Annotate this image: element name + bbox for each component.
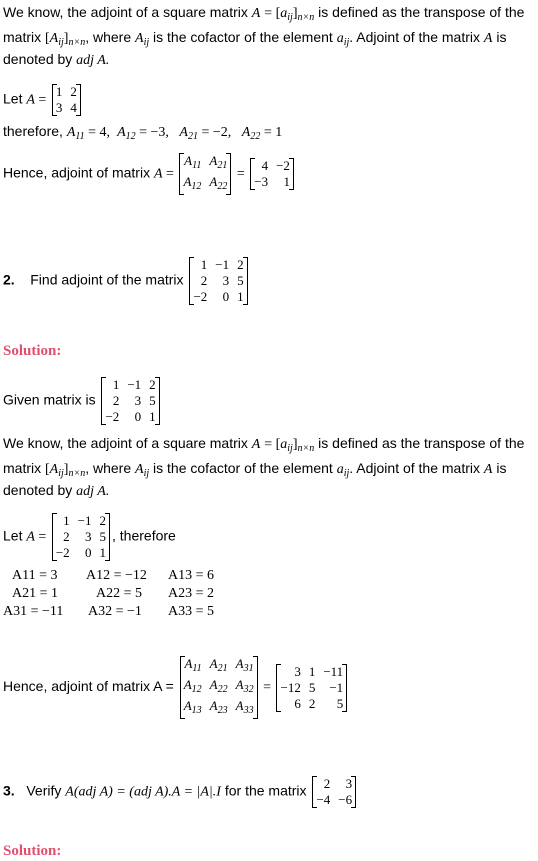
intro-repeat-line-1: We know, the adjoint of a square matrix $A = [a_{ij}]_{n\times n}$ is defined as the transpose of the xyxy=(3,435,525,454)
cofactor-a33: A33 = 5 xyxy=(168,604,215,619)
intro-repeat-line-3: denoted by adj A. xyxy=(3,482,110,499)
example1-matrix: 1 2 3 4 xyxy=(52,83,81,117)
example1-sym-matrix: $A_{11}$ $A_{21}$ $A_{12}$ $A_{22}$ xyxy=(179,152,231,196)
cofactor-a11: A11 = 3 xyxy=(12,568,58,583)
solution2-adjoint: Hence, adjoint of matrix $A = A_{11}$ $A_{21}$ $A_{31}$ $A_{12}$ $A_{22}$ $A_{32}$ $A_{13}$ $A_{23}$ $A_{33}$ = 3 1 −11 −12 5 −1 6 2 5 xyxy=(3,655,534,720)
intro-line-1: We know, the adjoint of a square matrix $A = [a_{ij}]_{n\times n}$ is defined as the transpose of the xyxy=(3,4,525,23)
intro-repeat-line-2: matrix $[A_{ij}]_{n\times n}$, where $A_{ij}$ is the cofactor of the element $a_{ij}$. Adjoint of the matrix A is xyxy=(3,460,507,479)
solution2-let: Let A = 1 −1 2 2 3 5 −2 0 1 , therefore xyxy=(3,513,176,560)
example1-cofactors: therefore, $A_{11} = 4$, $A_{12} = -3$, $A_{21} = -2$, $A_{22} = 1$ xyxy=(3,123,283,142)
solution2-let-matrix: 1 −1 2 2 3 5 −2 0 1 xyxy=(52,512,110,562)
solution2-given-matrix: 1 −1 2 2 3 5 −2 0 1 xyxy=(101,376,159,426)
solution-heading-q3: Solution: xyxy=(3,843,62,859)
cofactor-a23: A23 = 2 xyxy=(168,586,215,601)
solution-heading-q2: Solution: xyxy=(3,343,62,359)
cofactor-a12: A12 = −12 xyxy=(86,568,147,583)
cofactor-a31: A31 = −11 xyxy=(3,604,64,619)
cofactor-a13: A13 = 6 xyxy=(168,568,215,583)
intro-line-3: denoted by adj A. xyxy=(3,51,110,68)
q2-matrix: 1 −1 2 2 3 5 −2 0 1 xyxy=(189,256,247,306)
example1-let: Let A = 1 2 3 4 xyxy=(3,83,534,117)
example1-adjoint: Hence, adjoint of matrix $A = A_{11}$ $A_{21}$ $A_{12}$ $A_{22}$ = 4 −2 −3 1 xyxy=(3,152,534,196)
cofactor-a22: A22 = 5 xyxy=(96,586,143,601)
solution2-sym-matrix: $A_{11}$ $A_{21}$ $A_{31}$ $A_{12}$ $A_{22}$ $A_{32}$ $A_{13}$ $A_{23}$ $A_{33}$ xyxy=(180,655,258,720)
solution2-given: Given matrix is 1 −1 2 2 3 5 −2 0 1 xyxy=(3,376,534,426)
cofactor-a21: A21 = 1 xyxy=(12,586,59,601)
cofactor-a32: A32 = −1 xyxy=(88,604,142,619)
question-3: 3. Verify A(adj A) = (adj A).A = |A|.I for the matrix 2 3 −4 −6 xyxy=(3,775,534,809)
question-2: 2. Find adjoint of the matrix 1 −1 2 2 3 5 −2 0 1 xyxy=(3,256,534,306)
example1-result-matrix: 4 −2 −3 1 xyxy=(250,157,294,191)
q3-matrix: 2 3 −4 −6 xyxy=(312,775,356,809)
solution2-result-matrix: 3 1 −11 −12 5 −1 6 2 5 xyxy=(276,663,347,713)
intro-line-2: matrix $[A_{ij}]_{n\times n}$, where $A_{ij}$ is the cofactor of the element $a_{ij}$. Adjoint of the matrix A is xyxy=(3,29,507,48)
